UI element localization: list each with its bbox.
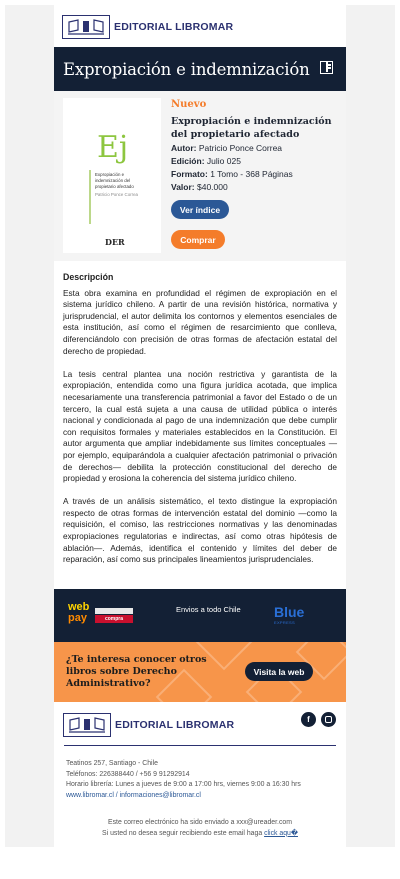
link-separator: / [113,791,120,799]
promo-banner [54,642,346,702]
libromar-logo[interactable] [62,13,233,41]
cover-side-stripe [89,170,91,224]
webpay-pay-text: pay [68,612,87,624]
sent-to-text: Este correo electrónico ha sido enviado a xxx@ureader.com [108,819,292,826]
banner-title: Expropiación e indemnización [63,59,310,79]
book-author [171,142,341,154]
contact-info [66,759,338,801]
book-edition [171,155,341,167]
footer-divider [64,745,336,746]
address-text: Teatinos 257, Santiago - Chile [66,760,158,767]
title-banner [54,47,346,91]
cover-title-line3: propietario afectado [95,184,134,189]
blue-express-sub: EXPRESS [274,620,295,625]
new-badge: Nuevo [171,99,207,110]
logo-emblem-icon [63,713,111,737]
unsubscribe-link[interactable]: click aqu� [264,829,298,837]
blue-express-name: Blue [274,604,305,620]
webpay-logo [68,601,128,625]
buy-button[interactable]: Comprar [171,230,225,249]
unsubscribe-prefix: Si usted no desea seguir recibiendo este email haga [102,829,265,837]
author-label: Autor: [171,143,197,153]
view-index-button[interactable]: Ver índice [171,200,229,219]
cover-title-line2: indemnización del [95,178,131,183]
shipping-text: Envios a todo Chile [176,605,241,614]
book-cover[interactable] [63,98,161,253]
email-link[interactable]: informaciones@libromar.cl [119,791,201,799]
facebook-icon[interactable]: f [301,712,316,727]
blue-express-logo [272,604,316,626]
legal-footer [54,818,346,839]
book-title: Expropiación e indemnización del propietario afectado [171,116,332,140]
description-paragraph: Esta obra examina en profundidad el régimen de expropiación en el sistema jurídico chileno. A partir de una revisión histórica, normativa y jurisprudencial, el autor delimita los contornos y elementos esenciales de esta institución, así como el régimen de resarcimiento que conlleva, diferenciándolo con precisión de otras formas de afectación estatal del derecho de propiedad. [63,287,337,356]
instagram-icon[interactable] [321,712,336,727]
format-label: Formato: [171,169,208,179]
description-paragraph: A través de un análisis sistemático, el texto distingue la expropiación respecto de otras formas de intervención estatal del dominio —como la requisición, el comiso, las restricciones normativas y las denominadas expropiaciones regulatorias e indirectas, así como otras hipótesis de ablación—. Además, identifica el contenido y límites del deber de reparación, así como sus principales lineamientos jurisprudenciales. [63,496,337,565]
book-open-icon [320,61,333,74]
edition-label: Edición: [171,156,205,166]
contact-links [66,791,338,802]
cover-initials: Ej [97,130,129,165]
author-value: Patricio Ponce Correa [198,143,283,153]
credit-cards-icon [95,608,133,614]
webpay-web-text: web [68,601,90,613]
logo-emblem-icon [62,15,110,39]
unsubscribe-line [54,829,346,840]
instagram-ring [325,716,332,723]
price-label: Valor: [171,182,195,192]
libromar-footer-logo[interactable] [63,712,234,738]
format-value: 1 Tomo - 368 Páginas [210,169,293,179]
hours-text: Horario librería: Lunes a jueves de 9:00 a 17:00 hrs, viernes 9:00 a 16:30 hrs [66,781,301,788]
redcompra-badge: compra [95,615,133,623]
logo-text: EDITORIAL LIBROMAR [115,719,235,731]
email-body [54,5,346,847]
cover-publisher: DER [105,237,125,247]
price-value: $40.000 [197,182,228,192]
edition-value: Julio 025 [206,156,241,166]
book-price [171,181,341,193]
website-link[interactable]: www.libromar.cl [66,791,114,799]
visit-web-button[interactable]: Visita la web [245,662,313,681]
promo-text: ¿Te interesa conocer otros libros sobre Derecho Administrativo? [66,654,207,689]
logo-text: EDITORIAL LIBROMAR [114,21,234,33]
payment-shipping-bar [54,589,346,642]
cover-author: Patricio Ponce Correa [95,192,138,197]
book-format [171,168,341,180]
description-section [63,272,337,577]
description-heading: Descripción [63,272,114,282]
book-info [171,99,341,245]
phones-text: Teléfonos: 226388440 / +56 9 91292914 [66,770,190,778]
book-section [54,91,346,261]
description-paragraph: La tesis central plantea una noción restrictiva y garantista de la expropiación, entendida como una figura jurídica acotada, que implica necesariamente una transferencia patrimonial a favor del Estado o de un tercero, la cual está sujeta a una causa de utilidad pública o interés nacional y condicionada al pago de una indemnización que debe cumplir con requisitos formales y materiales establecidos en la Constitución. El autor argumenta que ampliar indebidamente sus límites conceptuales —por ejemplo, equiparándola a cualquier afectación patrimonial o privación de derechos— debilita la protección constitucional del derecho de propiedad y erosiona la coherencia del sistema jurídico chileno. [63,368,337,484]
cover-title-line1: Expropiación e [95,172,125,177]
